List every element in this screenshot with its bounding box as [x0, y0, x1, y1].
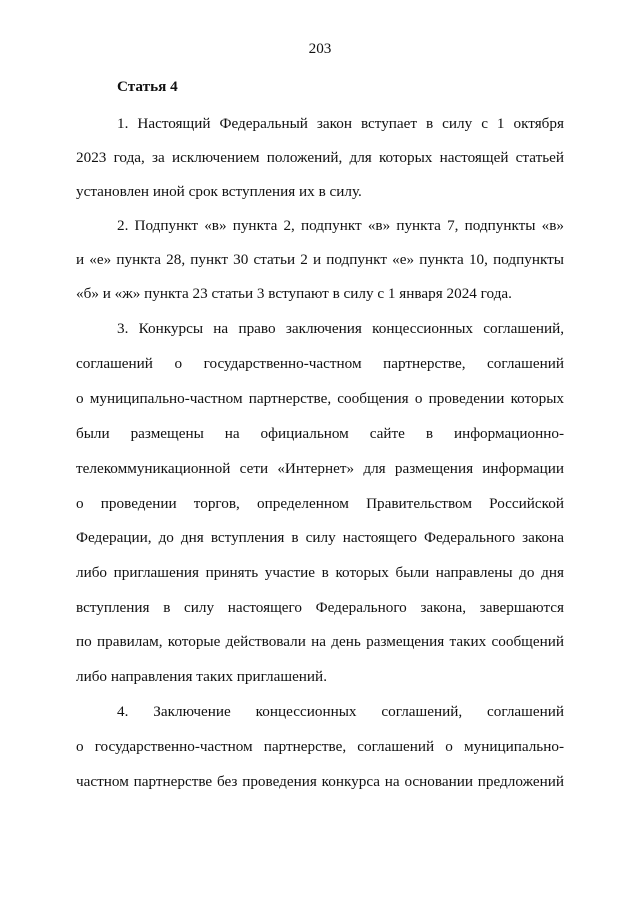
paragraph-3-line-8: либо приглашения принять участие в которых были направлены до дня — [76, 564, 564, 581]
paragraph-3-line-5: телекоммуникационной сети «Интернет» для размещения информации — [76, 460, 564, 477]
paragraph-3-line-10: по правилам, которые действовали на день размещения таких сообщений — [76, 633, 564, 650]
paragraph-2-line-3: «б» и «ж» пункта 23 статьи 3 вступают в силу с 1 января 2024 года. — [76, 285, 512, 302]
paragraph-3-line-6: о проведении торгов, определенном Правительством Российской — [76, 495, 564, 512]
paragraph-3-line-3: о муниципально-частном партнерстве, сообщения о проведении которых — [76, 390, 564, 407]
paragraph-4-line-3: частном партнерстве без проведения конкурса на основании предложений — [76, 773, 564, 790]
paragraph-1-line-2: 2023 года, за исключением положений, для которых настоящей статьей — [76, 149, 564, 166]
paragraph-3-line-11: либо направления таких приглашений. — [76, 668, 327, 685]
paragraph-1-line-1: 1. Настоящий Федеральный закон вступает в силу с 1 октября — [117, 115, 564, 132]
paragraph-3-line-4: были размещены на официальном сайте в информационно- — [76, 425, 564, 442]
article-heading: Статья 4 — [117, 78, 178, 95]
paragraph-3-line-1: 3. Конкурсы на право заключения концессионных соглашений, — [117, 320, 564, 337]
paragraph-4-line-1: 4. Заключение концессионных соглашений, соглашений — [117, 703, 564, 720]
page-number: 203 — [308, 40, 332, 57]
paragraph-1-line-3: установлен иной срок вступления их в силу. — [76, 183, 362, 200]
paragraph-3-line-9: вступления в силу настоящего Федерального закона, завершаются — [76, 599, 564, 616]
paragraph-2-line-1: 2. Подпункт «в» пункта 2, подпункт «в» пункта 7, подпункты «в» — [117, 217, 564, 234]
paragraph-3-line-2: соглашений о государственно-частном партнерстве, соглашений — [76, 355, 564, 372]
paragraph-3-line-7: Федерации, до дня вступления в силу настоящего Федерального закона — [76, 529, 564, 546]
paragraph-2-line-2: и «е» пункта 28, пункт 30 статьи 2 и подпункт «е» пункта 10, подпункты — [76, 251, 564, 268]
paragraph-4-line-2: о государственно-частном партнерстве, соглашений о муниципально- — [76, 738, 564, 755]
